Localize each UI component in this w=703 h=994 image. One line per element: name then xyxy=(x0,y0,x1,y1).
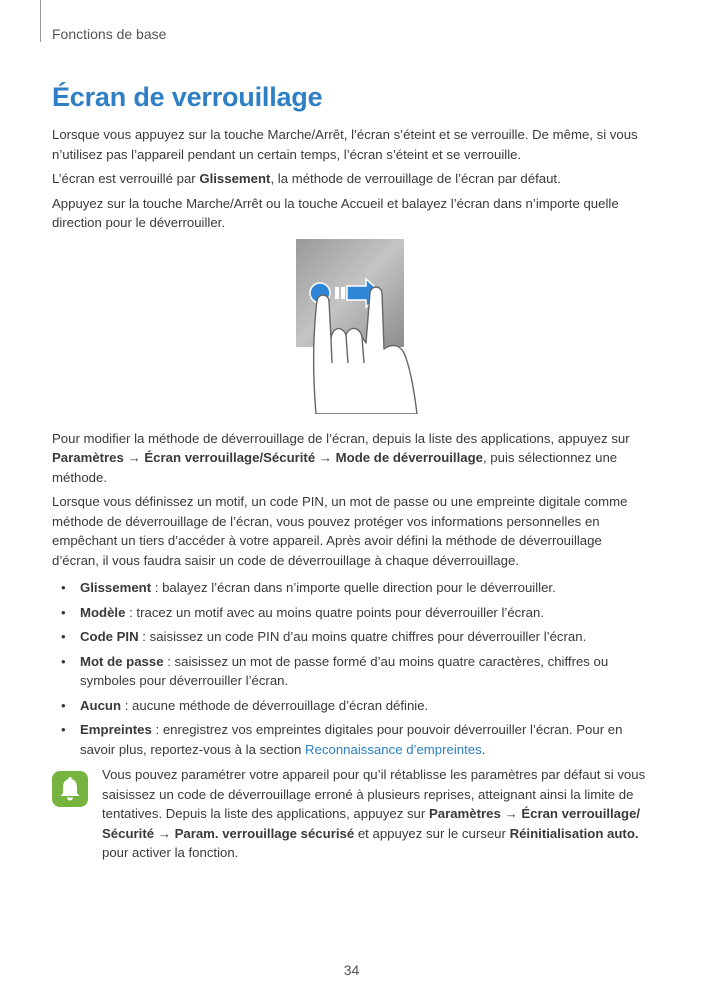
setting-name: Réinitialisation auto. xyxy=(509,825,639,841)
text: . xyxy=(481,741,486,757)
arrow-separator: → xyxy=(154,825,175,841)
paragraph-unlock-instruction: Appuyez sur la touche Marche/Arrêt ou la touche Accueil et balayez l’écran dans n’importe quelle direction pour le déverrouiller. xyxy=(52,195,619,230)
list-text: : saisissez un code PIN d’au moins quatre chiffres pour déverrouiller l’écran. xyxy=(138,629,587,644)
paragraph-change-method xyxy=(52,429,652,488)
menu-path-item: Paramètres xyxy=(52,450,124,465)
list-term: Modèle xyxy=(80,604,126,620)
bullet-dot: • xyxy=(61,697,66,713)
menu-path-item: Mode de déverrouillage xyxy=(335,450,483,465)
text: , puis sélectionnez une méthode. xyxy=(52,450,618,485)
note-text: et appuyez sur le curseur xyxy=(354,825,510,841)
bullet-dot: • xyxy=(61,722,66,737)
paragraph-security-info: Lorsque vous définissez un motif, un code PIN, un mot de passe ou une empreinte digitale comme méthode de déverrouillage de l’écran, vous pouvez protéger vos informations personnelles en empêchant un tiers d’accéder à votre appareil. Après avoir défini la méthode de déverrouillage d’écran, il vous faudra saisir un code de déverrouillage à chaque déverrouillage. xyxy=(52,494,628,568)
bullet-dot: • xyxy=(61,629,66,644)
bell-icon xyxy=(52,771,88,807)
illustration-container xyxy=(52,239,652,429)
list-item xyxy=(52,578,652,598)
list-term: Aucun xyxy=(80,697,122,713)
text: Pour modifier la méthode de déverrouillage de l’écran, depuis la liste des applications, appuyez sur xyxy=(52,430,630,446)
menu-path-item: Paramètres xyxy=(428,806,501,821)
page-title: Écran de verrouillage xyxy=(52,82,323,112)
bold-term: Glissement xyxy=(199,171,271,186)
text: , la méthode de verrouillage de l’écran par défaut. xyxy=(270,171,561,186)
list-text: : tracez un motif avec au moins quatre points pour déverrouiller l’écran. xyxy=(125,604,544,620)
list-term: Empreintes xyxy=(80,722,152,737)
list-term: Code PIN xyxy=(80,629,139,644)
bullet-dot: • xyxy=(61,580,66,595)
header-divider xyxy=(40,0,41,42)
note-text: pour activer la fonction. xyxy=(102,845,239,860)
page-number: 34 xyxy=(343,962,360,978)
menu-path-item: Écran verrouillage/ Sécurité xyxy=(102,806,641,841)
text: L’écran est verrouillé par xyxy=(52,171,200,186)
list-item xyxy=(52,603,652,623)
list-item xyxy=(52,720,652,759)
menu-path-item: Param. verrouillage sécurisé xyxy=(174,825,355,841)
bullet-dot: • xyxy=(61,604,66,620)
paragraph-default-method xyxy=(52,169,652,189)
swipe-unlock-illustration xyxy=(296,239,436,414)
list-text: : enregistrez vos empreintes digitales pour pouvoir déverrouiller l’écran. Pour en savoir plus, reportez-vous à la section xyxy=(80,722,623,757)
menu-path-item: Écran verrouillage/Sécurité xyxy=(144,450,316,465)
section-header: Fonctions de base xyxy=(52,26,167,42)
main-content xyxy=(52,125,652,863)
note-box xyxy=(52,765,652,863)
arrow-separator: → xyxy=(123,450,145,465)
list-item xyxy=(52,627,652,647)
list-term: Mot de passe xyxy=(80,653,164,669)
list-text: : saisissez un mot de passe formé d’au moins quatre caractères, chiffres ou symboles pour déverrouiller l’écran. xyxy=(80,653,609,688)
list-item xyxy=(52,652,652,691)
arrow-separator: → xyxy=(500,806,522,821)
arrow-separator: → xyxy=(315,450,336,465)
note-icon xyxy=(52,771,88,807)
paragraph-intro: Lorsque vous appuyez sur la touche Marche/Arrêt, l’écran s’éteint et se verrouille. De même, si vous n’utilisez pas l’appareil pendant un certain temps, l’écran s’éteint et se verrouille. xyxy=(52,127,638,162)
unlock-method-list xyxy=(52,578,652,759)
fingerprint-section-link[interactable]: Reconnaissance d’empreintes xyxy=(305,741,482,757)
list-text: : balayez l’écran dans n’importe quelle direction pour le déverrouiller. xyxy=(151,580,556,595)
bullet-dot: • xyxy=(61,653,66,669)
list-term: Glissement xyxy=(80,580,152,595)
note-text: Vous pouvez paramétrer votre appareil pour qu’il rétablisse les paramètres par défaut si vous saisissez un code de déverrouillage erroné à plusieurs reprises, atteignant ainsi la limite de tentatives. Depuis la liste des applications, appuyez sur xyxy=(102,767,646,821)
list-text: : aucune méthode de déverrouillage d’écran définie. xyxy=(121,697,429,713)
list-item xyxy=(52,696,652,716)
